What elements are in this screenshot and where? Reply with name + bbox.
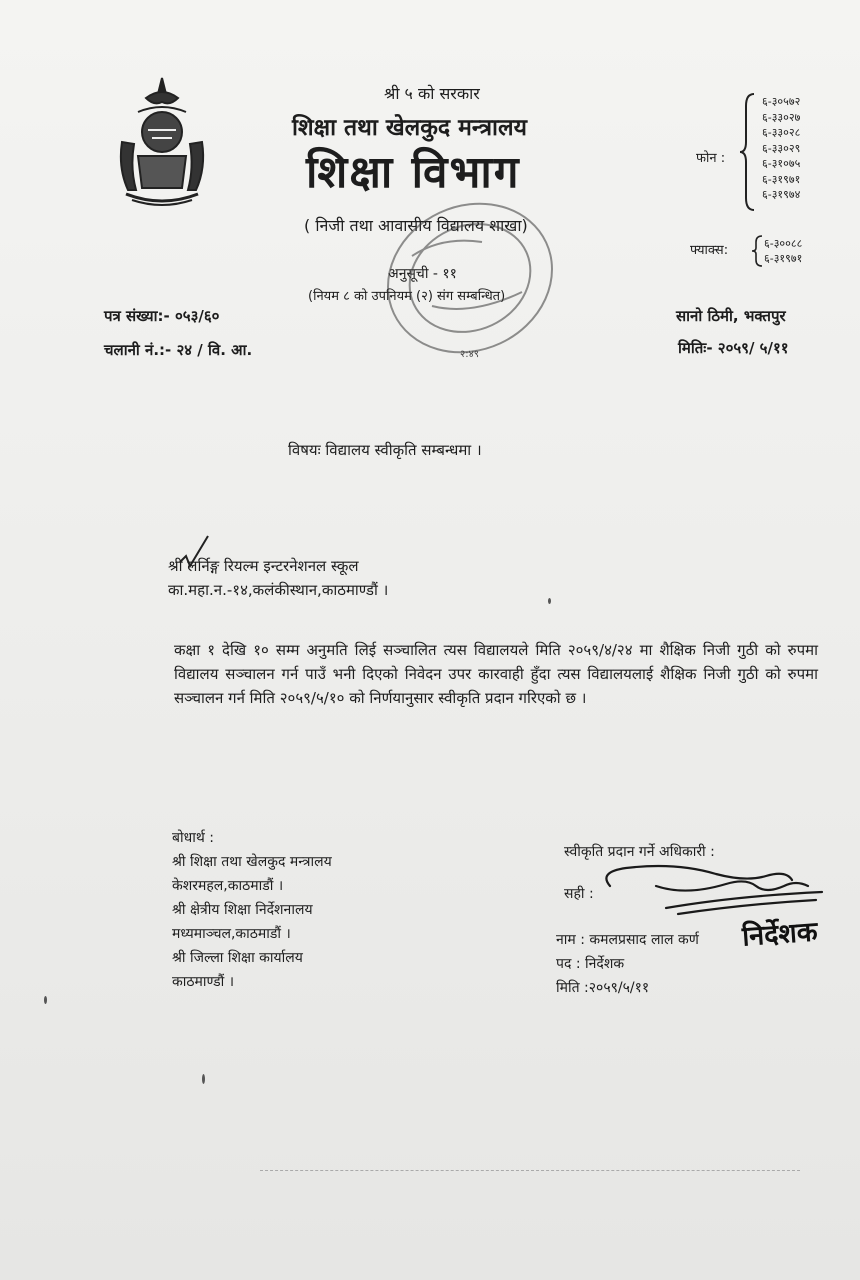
phone-number: ६-३१०७५: [762, 157, 801, 170]
department-name: शिक्षा विभाग: [306, 147, 521, 198]
office-address: सानो ठिमी, भक्तपुर: [676, 307, 786, 325]
fax-number: ६-३१९७१: [764, 252, 803, 265]
copy-to-line: काठमाण्डौं ।: [172, 974, 235, 990]
branch-name: ( निजी तथा आवासीय विद्यालय शाखा): [304, 216, 528, 235]
phone-number: ६-३१९७४: [762, 188, 801, 201]
phone-label: फोन :: [696, 151, 726, 166]
phone-number: ६-३०५७२: [762, 95, 801, 108]
letter-date: मितिः- २०५९/ ५/११: [678, 339, 789, 357]
annex-label: अनुसूची - ११: [388, 266, 457, 282]
recipient-name: श्री लर्निङ्ग रियल्म इन्टरनेशनल स्कूल: [168, 557, 359, 575]
page-divider: [260, 1170, 800, 1171]
office-seal-stamp: [372, 196, 562, 366]
recipient-address: का.महा.न.-१४,कलंकीस्थान,काठमाण्डौं ।: [168, 581, 389, 599]
authority-label: स्वीकृति प्रदान गर्ने अधिकारी :: [564, 844, 715, 860]
phone-number: ६-३१९७१: [762, 172, 801, 186]
handwritten-signature: [596, 856, 826, 918]
nepal-emblem-icon: [108, 72, 216, 210]
fax-number: ६-३००८८: [764, 237, 803, 250]
recipient-block: [168, 554, 388, 602]
letter-number: पत्र संख्या:- ०५३/६०: [104, 307, 220, 325]
brace-icon: [738, 92, 758, 212]
brace-icon: [750, 234, 764, 268]
fax-label: फ्याक्स:: [690, 243, 729, 258]
copy-to-line: केशरमहल,काठमाडौं ।: [172, 878, 284, 894]
government-line: श्री ५ को सरकार: [384, 84, 480, 103]
copy-to-line: श्री जिल्ला शिक्षा कार्यालय: [172, 950, 303, 966]
rule-reference: (नियम ८ को उपनियम (२) संग सम्बन्धित): [308, 289, 506, 304]
phone-number: ६-३३०२९: [762, 141, 801, 155]
scan-speck: [548, 598, 551, 604]
letter-body: कक्षा १ देखि १० सम्म अनुमति लिई सञ्चालित त्यस विद्यालयले मिति २०५९/४/२४ मा शैक्षिक निजी गुठी को रुपमा विद्यालय सञ्चालन गर्न पाउँ भनी दिएको निवेदन उपर कारवाही हुँदा त्यस विद्यालयलाई शैक्षिक निजी गुठी को रुपमा सञ्चालन गर्न मिति २०५९/५/१० को निर्णयानुसार स्वीकृति प्रदान गरिएको छ ।: [174, 641, 818, 707]
phone-number: ६-३३०२७: [762, 110, 801, 124]
fax-list: [764, 236, 802, 266]
signatory-post: पद : निर्देशक: [556, 956, 625, 972]
copy-to-line: श्री शिक्षा तथा खेलकुद मन्त्रालय: [172, 854, 332, 870]
copy-to-block: [172, 826, 332, 994]
dispatch-number: चलानी नं.:- २४ / वि. आ.: [104, 341, 253, 359]
copy-to-line: मध्यमाञ्चल,काठमाडौं ।: [172, 926, 291, 942]
scan-speck: [44, 996, 47, 1004]
subject-line: विषयः विद्यालय स्वीकृति सम्बन्धमा ।: [288, 441, 482, 459]
signatory-name: नाम : कमलप्रसाद लाल कर्ण: [556, 932, 699, 948]
copy-to-label: बोधार्थ :: [172, 830, 214, 846]
phone-list: [762, 94, 800, 203]
phone-number: ६-३३०२८: [762, 126, 801, 139]
scan-speck: [202, 1074, 205, 1084]
seal-code: २:४९: [460, 349, 479, 360]
signature-date: मिति :२०५९/५/११: [556, 980, 650, 996]
signature-label: सही :: [564, 886, 594, 902]
designation-stamp: निर्देशक: [741, 916, 819, 953]
ministry-name: शिक्षा तथा खेलकुद मन्त्रालय: [292, 115, 527, 141]
copy-to-line: श्री क्षेत्रीय शिक्षा निर्देशनालय: [172, 902, 313, 918]
